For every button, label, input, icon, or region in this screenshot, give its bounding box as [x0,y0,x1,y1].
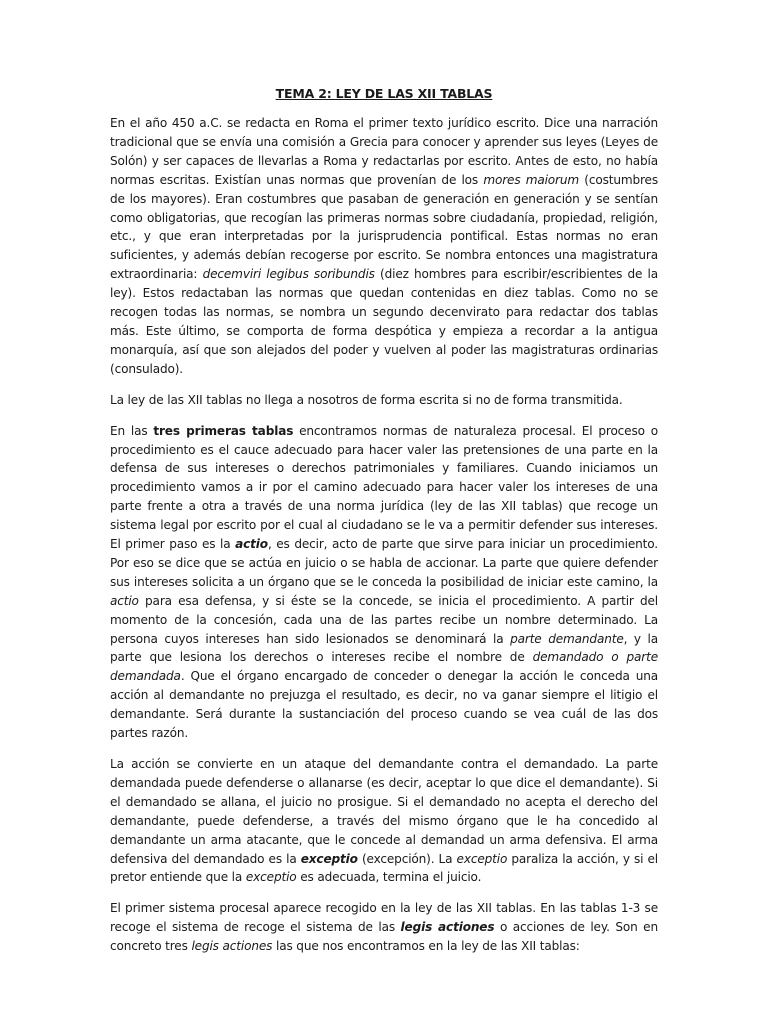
p3-text-c: encontramos normas de naturaleza procesal. El proceso o procedimiento es el cauce adecuado para hacer valer las pretensiones de una parte en la defensa de sus intereses o derechos patrimoniales y familiares. Cuando iniciamos un procedimiento vamos a ir por el camino adecuado para hacer valer los intereses de una parte frente a otra a través de una norma jurídica (ley de las XII tablas) que recoge un sistema legal por escrito por el cual al ciudadano se le va a permitir defender sus intereses. El primer paso es la [110,423,658,552]
p3-term-parte-demandante: parte demandante [510,631,624,646]
p4-text-c: (excepción). La [357,851,457,866]
paragraph-origin [110,114,658,379]
document-page [110,84,658,968]
p4-term-exceptio-3: exceptio [245,870,297,885]
p5-text-e: las que nos encontramos en la ley de las XII tablas: [272,939,580,954]
paragraph-legis-actiones [110,899,658,956]
p3-term-actio-bold: actio [235,537,268,552]
p3-term-demandado: demandado o parte demandada [110,650,659,684]
p1-text-e: (diez hombres para escribir/escribientes de la ley). Estos redactaban las normas que quedan contenidas en diez tablas. Como no se recogen todas las normas, se nombra un segundo decenvirato para redactar dos tablas más. Este último, se comporta de forma despótica y empieza a recordar a la antigua monarquía, así que son alejados del poder y vuelven al poder las magistraturas ordinarias (consulado). [110,267,658,376]
p1-text-a: En el año 450 a.C. se redacta en Roma el primer texto jurídico escrito. Dice una narración tradicional que se envía una comisión a Grecia para conocer y aprender sus leyes (Leyes de Solón) y ser capaces de llevarlas a Roma y redactarlas por escrito. Antes de esto, no había normas escritas. Existían unas normas que provenían de los [110,116,658,187]
p5-term-legis-actiones-bold: legis actiones [400,920,495,935]
p3-term-tres-primeras-tablas: tres primeras tablas [153,423,294,438]
p4-text-a: La acción se convierte en un ataque del demandante contra el demandado. La parte demandada puede defenderse o allanarse (es decir, aceptar lo que dice el demandante). Si el demandado se allana, el juicio no prosigue. Si el demandado no acepta el derecho del demandante, puede defenderse, a través del mismo órgano que le ha concedido al demandante un arma atacante, que le concede al demandad un arma defensiva. El arma defensiva del demandado es la [110,757,658,866]
paragraph-transmission: La ley de las XII tablas no llega a nosotros de forma escrita si no de forma transmitida. [110,392,623,407]
paragraph-procedure [110,422,658,743]
p3-text-i: , y la parte que lesiona los derechos o intereses recibe el nombre de [110,631,658,665]
p1-term-mores-maiorum: mores maiorum [483,172,580,187]
p4-text-g: es adecuada, termina el juicio. [296,870,482,885]
p1-text-c: (costumbres de los mayores). Eran costumbres que pasaban de generación en generación y se sentían como obligatorias, que recogían las primeras normas sobre ciudadanía, propiedad, religión, etc., y que eran interpretadas por la jurisprudencia pontifical. Estas normas no eran suficientes, y además debían recogerse por escrito. Se nombra entonces una magistratura extraordinaria: [110,172,658,282]
p5-term-legis-actiones: legis actiones [191,939,273,954]
paragraph-exceptio [110,755,658,887]
p4-text-e: paraliza la acción, y si el pretor entiende que la [110,851,658,885]
p4-term-exceptio-bold: exceptio [300,851,358,866]
p5-text-c: o acciones de ley. Son en concreto tres [110,920,658,954]
p5-text-a: El primer sistema procesal aparece recogido en la ley de las XII tablas. En las tablas 1-3 se recoge el sistema de recoge el sistema de las [110,901,658,935]
p3-term-actio: actio [110,593,139,608]
p3-text-k: . Que el órgano encargado de conceder o denegar la acción le conceda una acción al demandante no prejuzga el resultado, es decir, no va ganar siempre el litigio el demandante. Será durante la sustanciación del proceso cuando se vea cuál de las dos partes razón. [110,669,658,741]
p3-text-g: para esa defensa, y si éste se la concede, se inicia el procedimiento. A partir del momento de la concesión, cada una de las partes recibe un nombre determinado. La persona cuyos intereses han sido lesionados se denominará la [110,593,658,646]
document-title: TEMA 2: LEY DE LAS XII TABLAS [275,86,493,101]
p1-term-decemviri: decemviri legibus soribundis [202,267,375,282]
p3-text-e: , es decir, acto de parte que sirve para iniciar un procedimiento. Por eso se dice que se actúa en juicio o se habla de accionar. La parte que quiere defender sus intereses solicita a un órgano que se le conceda la posibilidad de iniciar este camino, la [110,537,658,589]
p3-text-a: En las [110,423,154,438]
p4-term-exceptio-2: exceptio [456,851,508,866]
